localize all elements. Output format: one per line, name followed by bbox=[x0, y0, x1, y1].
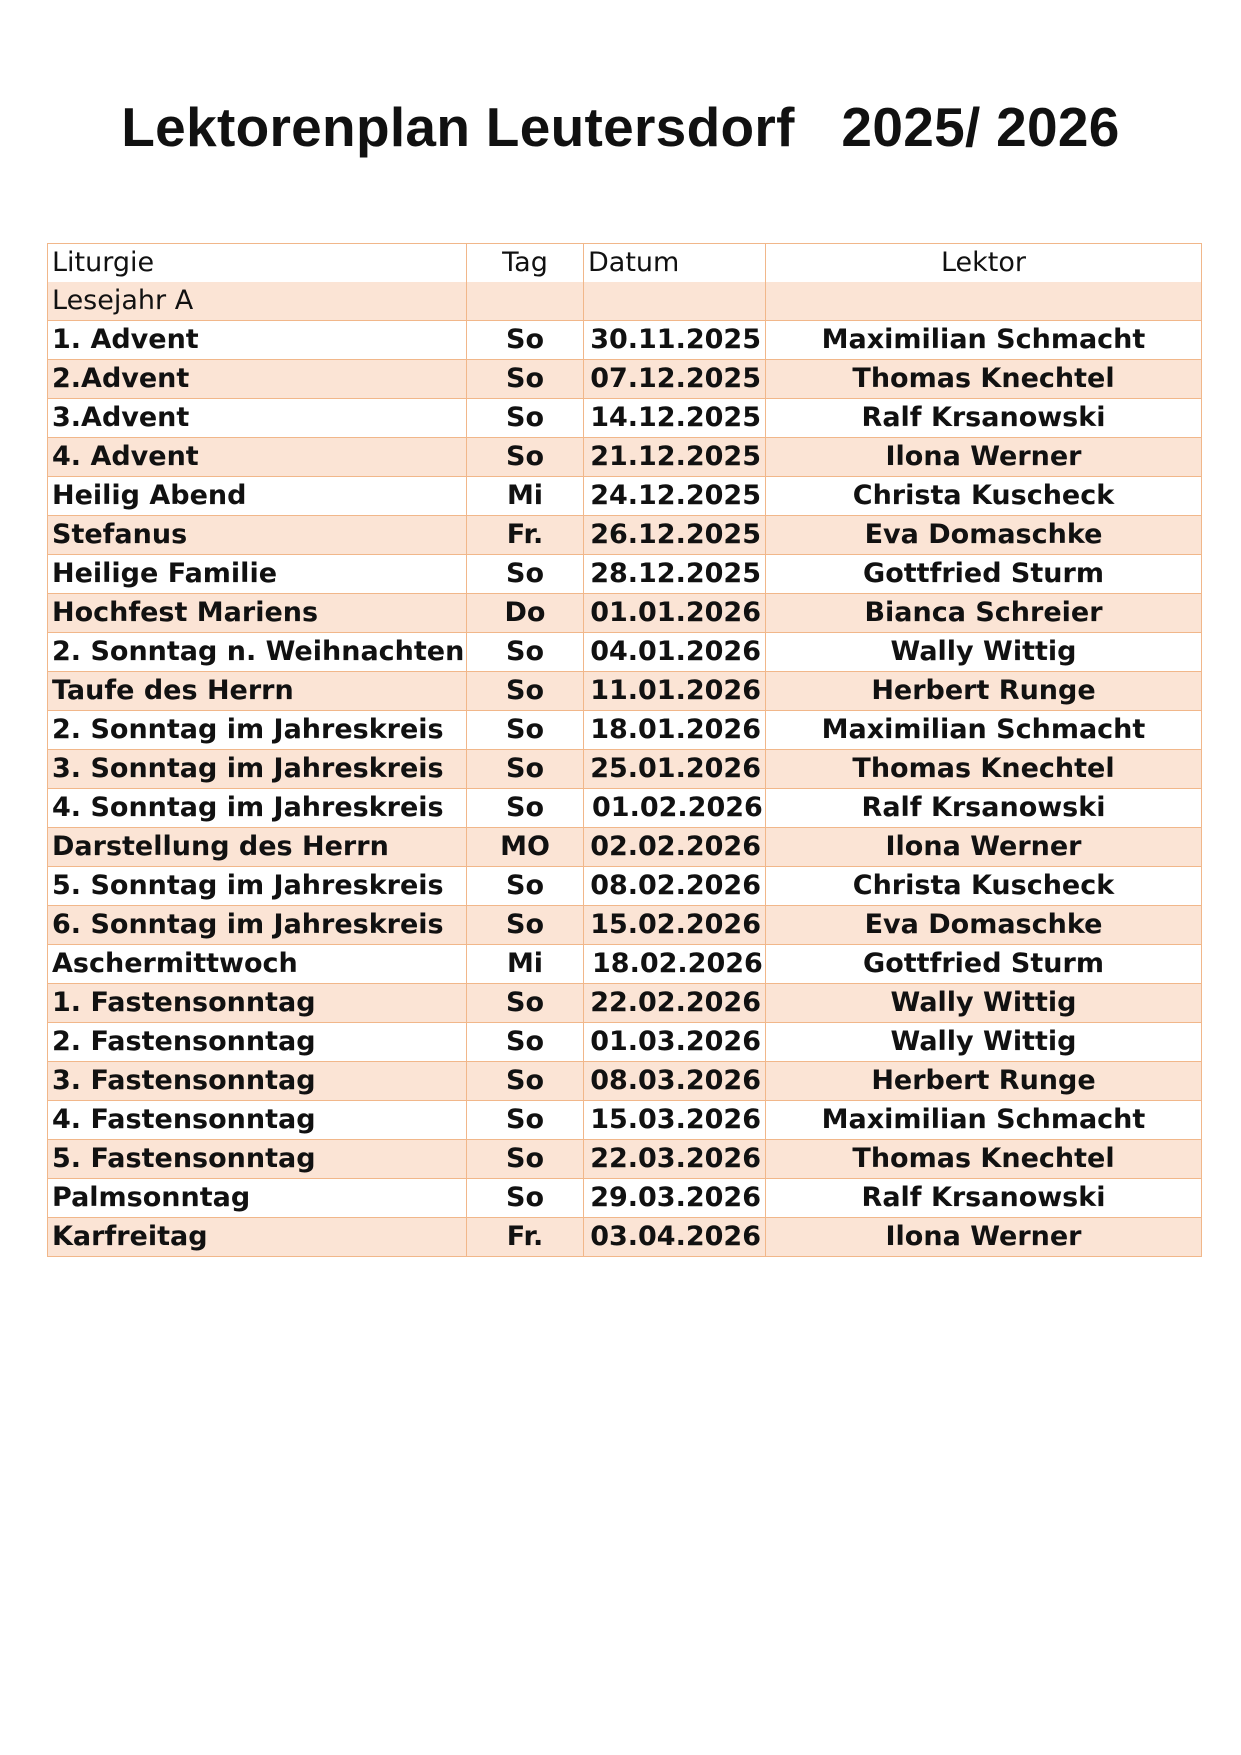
table-row bbox=[48, 1140, 1202, 1179]
cell-liturgie: 2. Sonntag im Jahreskreis bbox=[48, 711, 467, 750]
cell-lektor: Thomas Knechtel bbox=[766, 750, 1202, 789]
cell-tag: Fr. bbox=[467, 1218, 584, 1257]
cell-lektor: Thomas Knechtel bbox=[766, 1140, 1202, 1179]
cell-lektor: Wally Wittig bbox=[766, 984, 1202, 1023]
cell-lektor: Ralf Krsanowski bbox=[766, 789, 1202, 828]
table-row bbox=[48, 360, 1202, 399]
cell-lektor: Gottfried Sturm bbox=[766, 945, 1202, 984]
cell-lektor: Thomas Knechtel bbox=[766, 360, 1202, 399]
cell-lektor: Herbert Runge bbox=[766, 672, 1202, 711]
cell-tag: So bbox=[467, 633, 584, 672]
cell-lektor: Christa Kuscheck bbox=[766, 477, 1202, 516]
cell-liturgie: 3. Fastensonntag bbox=[48, 1062, 467, 1101]
cell-datum: 18.02.2026 bbox=[584, 945, 766, 984]
cell-tag: So bbox=[467, 399, 584, 438]
table-row bbox=[48, 594, 1202, 633]
cell-liturgie: 4. Advent bbox=[48, 438, 467, 477]
cell-lektor: Wally Wittig bbox=[766, 633, 1202, 672]
table-row bbox=[48, 399, 1202, 438]
cell-tag: So bbox=[467, 711, 584, 750]
cell-tag: So bbox=[467, 906, 584, 945]
cell-liturgie: 5. Fastensonntag bbox=[48, 1140, 467, 1179]
table-row bbox=[48, 633, 1202, 672]
cell-liturgie: Stefanus bbox=[48, 516, 467, 555]
cell-tag: Mi bbox=[467, 945, 584, 984]
cell-datum: 01.02.2026 bbox=[584, 789, 766, 828]
cell-liturgie: Darstellung des Herrn bbox=[48, 828, 467, 867]
cell-datum: 25.01.2026 bbox=[584, 750, 766, 789]
cell-datum: 30.11.2025 bbox=[584, 321, 766, 360]
cell-datum: 18.01.2026 bbox=[584, 711, 766, 750]
cell-datum: 24.12.2025 bbox=[584, 477, 766, 516]
cell-lektor: Gottfried Sturm bbox=[766, 555, 1202, 594]
cell-tag: So bbox=[467, 360, 584, 399]
cell-lektor: Ilona Werner bbox=[766, 828, 1202, 867]
cell-datum: 15.03.2026 bbox=[584, 1101, 766, 1140]
cell-liturgie: 6. Sonntag im Jahreskreis bbox=[48, 906, 467, 945]
cell-liturgie: Taufe des Herrn bbox=[48, 672, 467, 711]
table-row bbox=[48, 1179, 1202, 1218]
table-row bbox=[48, 828, 1202, 867]
cell-lektor: Herbert Runge bbox=[766, 1062, 1202, 1101]
cell-lektor: Christa Kuscheck bbox=[766, 867, 1202, 906]
cell-datum: 15.02.2026 bbox=[584, 906, 766, 945]
cell-datum: 29.03.2026 bbox=[584, 1179, 766, 1218]
cell-lektor: Ralf Krsanowski bbox=[766, 399, 1202, 438]
table-row bbox=[48, 321, 1202, 360]
cell-lektor: Ilona Werner bbox=[766, 1218, 1202, 1257]
cell-lektor: Bianca Schreier bbox=[766, 594, 1202, 633]
cell-tag: So bbox=[467, 1023, 584, 1062]
cell-tag: So bbox=[467, 321, 584, 360]
cell-tag: Do bbox=[467, 594, 584, 633]
cell-tag: So bbox=[467, 984, 584, 1023]
table-row bbox=[48, 1023, 1202, 1062]
lektor-schedule-table bbox=[47, 243, 1202, 1257]
cell-datum: 11.01.2026 bbox=[584, 672, 766, 711]
cell-liturgie: Heilige Familie bbox=[48, 555, 467, 594]
cell-liturgie: Heilig Abend bbox=[48, 477, 467, 516]
cell-datum: 04.01.2026 bbox=[584, 633, 766, 672]
cell-datum: 08.02.2026 bbox=[584, 867, 766, 906]
cell-datum: 22.03.2026 bbox=[584, 1140, 766, 1179]
cell-datum: 02.02.2026 bbox=[584, 828, 766, 867]
cell-liturgie: 2.Advent bbox=[48, 360, 467, 399]
table-row bbox=[48, 984, 1202, 1023]
cell-liturgie: 1. Fastensonntag bbox=[48, 984, 467, 1023]
cell-liturgie: Karfreitag bbox=[48, 1218, 467, 1257]
cell-datum: 26.12.2025 bbox=[584, 516, 766, 555]
cell-liturgie: 2. Fastensonntag bbox=[48, 1023, 467, 1062]
cell-liturgie: 3. Sonntag im Jahreskreis bbox=[48, 750, 467, 789]
cell-tag: So bbox=[467, 555, 584, 594]
table-row bbox=[48, 1101, 1202, 1140]
cell-datum: 21.12.2025 bbox=[584, 438, 766, 477]
table-row bbox=[48, 477, 1202, 516]
table-row bbox=[48, 672, 1202, 711]
cell-liturgie: Aschermittwoch bbox=[48, 945, 467, 984]
cell-datum: 01.03.2026 bbox=[584, 1023, 766, 1062]
cell-liturgie: Hochfest Mariens bbox=[48, 594, 467, 633]
cell-tag: So bbox=[467, 438, 584, 477]
cell-liturgie: 5. Sonntag im Jahreskreis bbox=[48, 867, 467, 906]
table-row bbox=[48, 711, 1202, 750]
cell-tag: Mi bbox=[467, 477, 584, 516]
header-row bbox=[48, 244, 1202, 283]
cell-lektor: Maximilian Schmacht bbox=[766, 321, 1202, 360]
cell-tag: So bbox=[467, 1062, 584, 1101]
cell-tag: MO bbox=[467, 828, 584, 867]
cell-tag: So bbox=[467, 867, 584, 906]
empty-cell bbox=[584, 282, 766, 321]
cell-liturgie: 4. Fastensonntag bbox=[48, 1101, 467, 1140]
table-row bbox=[48, 906, 1202, 945]
cell-tag: So bbox=[467, 1101, 584, 1140]
cell-lektor: Maximilian Schmacht bbox=[766, 711, 1202, 750]
header-tag: Tag bbox=[467, 244, 584, 283]
cell-datum: 08.03.2026 bbox=[584, 1062, 766, 1101]
lesejahr-row bbox=[48, 282, 1202, 321]
page-title: Lektorenplan Leutersdorf 2025/ 2026 bbox=[121, 96, 1120, 158]
empty-cell bbox=[766, 282, 1202, 321]
cell-lektor: Eva Domaschke bbox=[766, 906, 1202, 945]
cell-lektor: Ilona Werner bbox=[766, 438, 1202, 477]
table-row bbox=[48, 867, 1202, 906]
cell-tag: So bbox=[467, 750, 584, 789]
table-row bbox=[48, 1218, 1202, 1257]
header-liturgie: Liturgie bbox=[48, 244, 467, 283]
cell-liturgie: 4. Sonntag im Jahreskreis bbox=[48, 789, 467, 828]
header-datum: Datum bbox=[584, 244, 766, 283]
cell-datum: 22.02.2026 bbox=[584, 984, 766, 1023]
cell-liturgie: 2. Sonntag n. Weihnachten bbox=[48, 633, 467, 672]
cell-datum: 14.12.2025 bbox=[584, 399, 766, 438]
cell-tag: So bbox=[467, 1179, 584, 1218]
cell-liturgie: Palmsonntag bbox=[48, 1179, 467, 1218]
cell-liturgie: 3.Advent bbox=[48, 399, 467, 438]
table-row bbox=[48, 789, 1202, 828]
lesejahr-label: Lesejahr A bbox=[48, 282, 467, 321]
table-row bbox=[48, 438, 1202, 477]
cell-tag: So bbox=[467, 672, 584, 711]
table-row bbox=[48, 555, 1202, 594]
table-row bbox=[48, 516, 1202, 555]
cell-datum: 28.12.2025 bbox=[584, 555, 766, 594]
table-row bbox=[48, 750, 1202, 789]
cell-lektor: Wally Wittig bbox=[766, 1023, 1202, 1062]
cell-datum: 07.12.2025 bbox=[584, 360, 766, 399]
header-lektor: Lektor bbox=[766, 244, 1202, 283]
cell-lektor: Eva Domaschke bbox=[766, 516, 1202, 555]
cell-liturgie: 1. Advent bbox=[48, 321, 467, 360]
cell-tag: So bbox=[467, 1140, 584, 1179]
cell-datum: 01.01.2026 bbox=[584, 594, 766, 633]
cell-datum: 03.04.2026 bbox=[584, 1218, 766, 1257]
cell-tag: So bbox=[467, 789, 584, 828]
table-row bbox=[48, 945, 1202, 984]
cell-lektor: Ralf Krsanowski bbox=[766, 1179, 1202, 1218]
table-row bbox=[48, 1062, 1202, 1101]
cell-lektor: Maximilian Schmacht bbox=[766, 1101, 1202, 1140]
empty-cell bbox=[467, 282, 584, 321]
cell-tag: Fr. bbox=[467, 516, 584, 555]
